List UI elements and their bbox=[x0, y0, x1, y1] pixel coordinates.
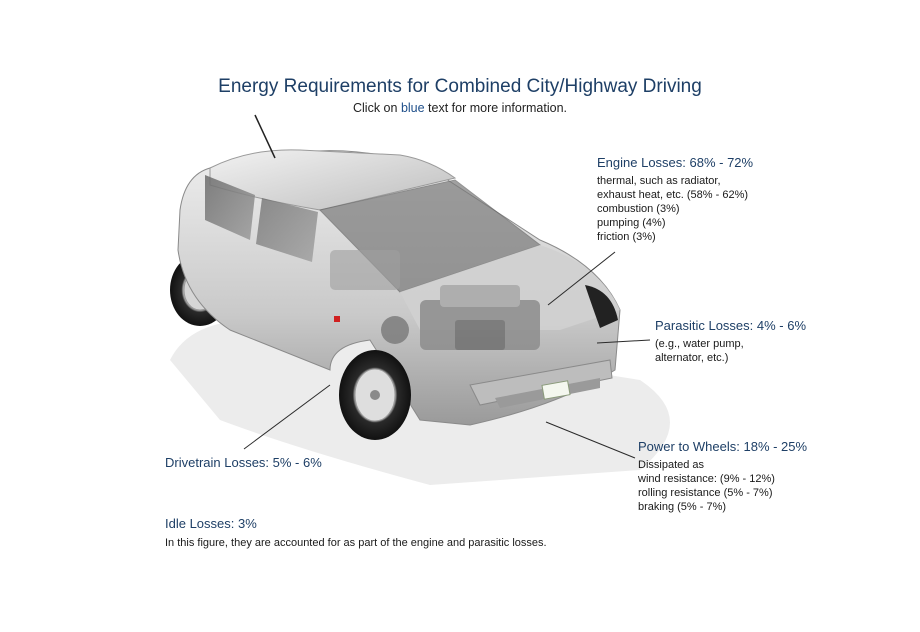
wheels-line: wind resistance: (9% - 12%) bbox=[638, 473, 775, 485]
engine-losses-heading[interactable]: Engine Losses: 68% - 72% bbox=[597, 155, 754, 170]
engine-line: pumping (4%) bbox=[597, 217, 666, 229]
drivetrain-losses-heading[interactable]: Drivetrain Losses: 5% - 6% bbox=[165, 455, 322, 470]
page-title: Energy Requirements for Combined City/Highway Driving bbox=[218, 76, 702, 97]
subtitle-prefix: Click on bbox=[353, 101, 401, 115]
engine-line: friction (3%) bbox=[597, 231, 656, 243]
engine-line: exhaust heat, etc. (58% - 62%) bbox=[597, 189, 749, 201]
wheels-line: rolling resistance (5% - 7%) bbox=[638, 487, 773, 499]
idle-losses-heading[interactable]: Idle Losses: 3% bbox=[165, 516, 257, 531]
power-to-wheels-heading[interactable]: Power to Wheels: 18% - 25% bbox=[638, 439, 808, 454]
parasitic-losses-details bbox=[655, 337, 744, 365]
parasitic-line: (e.g., water pump, bbox=[655, 338, 744, 350]
front-wheel bbox=[339, 350, 411, 440]
engine-line: thermal, such as radiator, bbox=[597, 175, 721, 187]
parasitic-losses-heading[interactable]: Parasitic Losses: 4% - 6% bbox=[655, 318, 807, 333]
wheels-line: braking (5% - 7%) bbox=[638, 501, 727, 513]
subtitle-blue-word: blue bbox=[400, 101, 425, 115]
power-to-wheels-details bbox=[638, 458, 775, 514]
wheels-line: Dissipated as bbox=[638, 459, 705, 471]
engine-line: combustion (3%) bbox=[597, 203, 680, 215]
idle-losses-note: In this figure, they are accounted for as part of the engine and parasitic losses. bbox=[165, 537, 547, 549]
engine-losses-details bbox=[597, 174, 748, 244]
parasitic-line: alternator, etc.) bbox=[655, 352, 729, 364]
subtitle-suffix: text for more information. bbox=[424, 101, 567, 115]
